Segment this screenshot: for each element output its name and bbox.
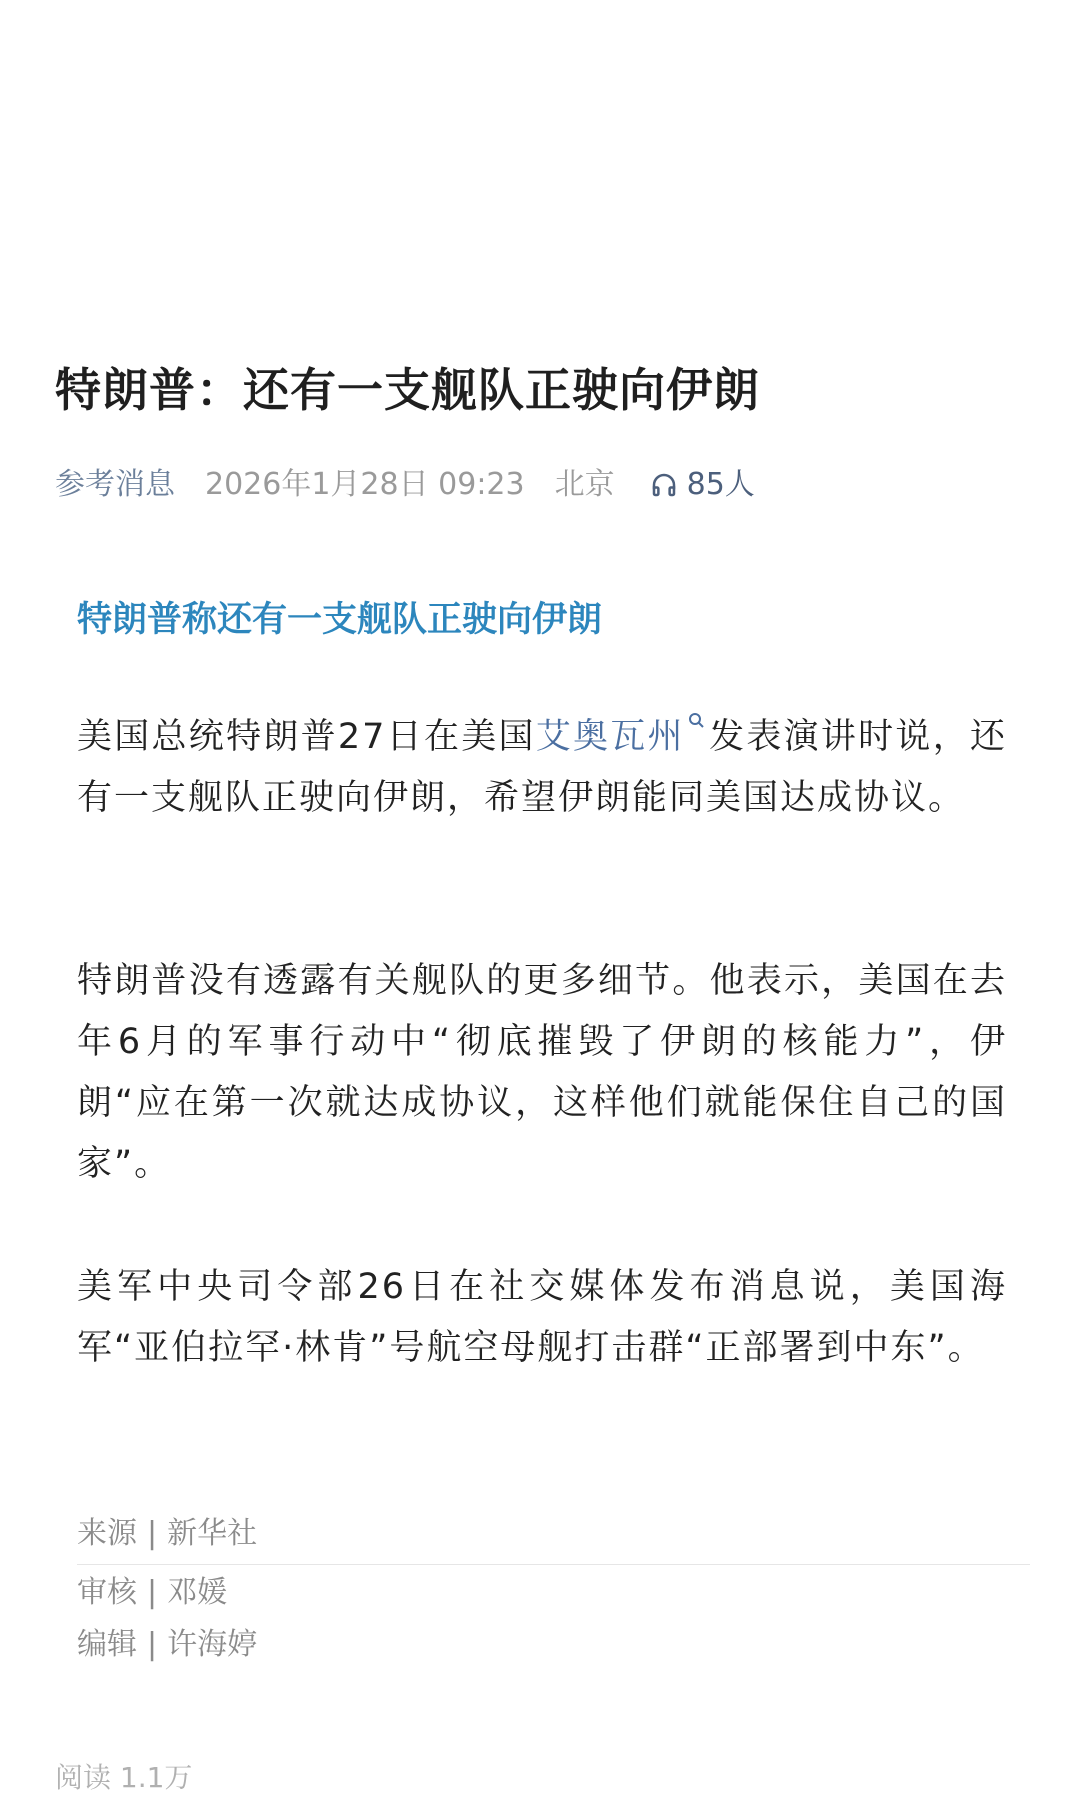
read-count: 阅读 1.1万 bbox=[55, 1761, 193, 1794]
publish-datetime: 2026年1月28日 09:23 bbox=[205, 467, 525, 502]
article-subtitle: 特朗普称还有一支舰队正驶向伊朗 bbox=[77, 600, 603, 640]
credit-review-value: 邓媛 bbox=[167, 1575, 228, 1610]
listener-count: 85人 bbox=[686, 467, 755, 502]
credit-separator: | bbox=[147, 1627, 158, 1662]
article-meta bbox=[55, 463, 755, 507]
article-title: 特朗普：还有一支舰队正驶向伊朗 bbox=[55, 363, 760, 417]
credit-separator: | bbox=[147, 1575, 158, 1610]
listen-button[interactable] bbox=[649, 463, 755, 507]
headphones-icon bbox=[649, 470, 679, 500]
credit-separator: | bbox=[147, 1516, 158, 1551]
credit-source-value: 新华社 bbox=[167, 1516, 258, 1551]
source-account-link[interactable]: 参考消息 bbox=[55, 467, 175, 502]
credit-editor bbox=[77, 1619, 1030, 1671]
credit-source-label: 来源 bbox=[77, 1516, 137, 1551]
credit-source bbox=[77, 1508, 1030, 1560]
article-credits bbox=[77, 1508, 1030, 1671]
credit-editor-value: 许海婷 bbox=[167, 1627, 258, 1662]
search-term-link[interactable] bbox=[536, 717, 709, 757]
credit-editor-label: 编辑 bbox=[77, 1627, 137, 1662]
credit-review bbox=[77, 1567, 1030, 1619]
paragraph-1-text-end: 发表演讲时说，还有一支舰队正驶向伊朗，希望伊朗能同美国达成协议。 bbox=[77, 717, 1007, 818]
paragraph-2: 特朗普没有透露有关舰队的更多细节。他表示，美国在去年6月的军事行动中“彻底摧毁了伊朗的核能力”，伊朗“应在第一次就达成协议，这样他们就能保住自己的国家”。 bbox=[77, 961, 1007, 1184]
credit-review-label: 审核 bbox=[77, 1575, 137, 1610]
search-icon bbox=[687, 711, 705, 733]
publish-location: 北京 bbox=[554, 467, 615, 502]
search-term-label: 艾奥瓦州 bbox=[535, 717, 685, 757]
paragraph-3: 美军中央司令部26日在社交媒体发布消息说，美国海军“亚伯拉罕·林肯”号航空母舰打击群“正部署到中东”。 bbox=[77, 1267, 1007, 1368]
credit-divider bbox=[77, 1564, 1030, 1565]
paragraph-1 bbox=[77, 707, 1007, 829]
paragraph-1-text-start: 美国总统特朗普27日在美国 bbox=[77, 717, 536, 757]
